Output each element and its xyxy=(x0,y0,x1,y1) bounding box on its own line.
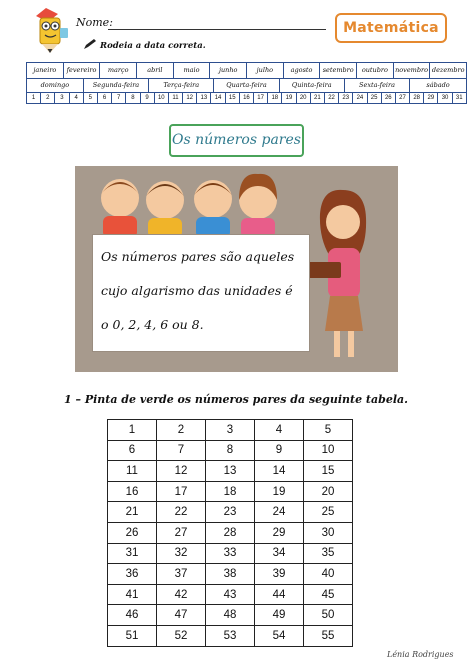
number-cell[interactable]: 49 xyxy=(255,605,304,626)
day-cell-31[interactable]: 31 xyxy=(452,92,467,104)
number-cell[interactable]: 53 xyxy=(206,625,255,646)
day-cell-18[interactable]: 18 xyxy=(267,92,282,104)
day-cell-22[interactable]: 22 xyxy=(324,92,339,104)
month-cell-8[interactable]: agosto xyxy=(283,62,321,79)
number-cell[interactable]: 41 xyxy=(108,584,157,605)
day-cell-12[interactable]: 12 xyxy=(182,92,197,104)
day-cell-3[interactable]: 3 xyxy=(54,92,69,104)
weekday-row xyxy=(26,78,466,92)
weekday-cell-3[interactable]: Terça-feira xyxy=(148,78,214,93)
day-cell-29[interactable]: 29 xyxy=(423,92,438,104)
weekday-cell-5[interactable]: Quinta-feira xyxy=(279,78,345,93)
number-cell[interactable]: 18 xyxy=(206,481,255,502)
number-cell[interactable]: 33 xyxy=(206,543,255,564)
month-cell-3[interactable]: março xyxy=(99,62,137,79)
day-cell-8[interactable]: 8 xyxy=(125,92,140,104)
pencil-icon xyxy=(83,38,97,50)
exercise-question: 1 – Pinta de verde os números pares da seguinte tabela. xyxy=(64,393,408,406)
number-cell[interactable]: 35 xyxy=(304,543,353,564)
table-row xyxy=(108,564,353,585)
day-cell-20[interactable]: 20 xyxy=(296,92,311,104)
number-cell[interactable]: 10 xyxy=(304,440,353,461)
subject-badge: Matemática xyxy=(335,13,447,43)
number-cell[interactable]: 11 xyxy=(108,461,157,482)
number-cell[interactable]: 45 xyxy=(304,584,353,605)
month-cell-2[interactable]: fevereiro xyxy=(63,62,101,79)
number-cell[interactable]: 44 xyxy=(255,584,304,605)
date-instruction: Rodeia a data correta. xyxy=(100,41,206,51)
month-cell-1[interactable]: janeiro xyxy=(26,62,64,79)
definition-line-2: cujo algarismo das unidades é xyxy=(101,283,293,298)
name-input-line[interactable] xyxy=(108,29,326,30)
day-cell-6[interactable]: 6 xyxy=(97,92,112,104)
weekday-cell-2[interactable]: Segunda-feira xyxy=(83,78,149,93)
month-cell-11[interactable]: novembro xyxy=(393,62,431,79)
day-cell-24[interactable]: 24 xyxy=(352,92,367,104)
number-cell[interactable]: 6 xyxy=(108,440,157,461)
table-row xyxy=(108,461,353,482)
table-row xyxy=(108,440,353,461)
number-cell[interactable]: 52 xyxy=(157,625,206,646)
day-cell-10[interactable]: 10 xyxy=(154,92,169,104)
day-cell-16[interactable]: 16 xyxy=(239,92,254,104)
table-row xyxy=(108,420,353,441)
number-cell[interactable]: 20 xyxy=(304,481,353,502)
worksheet-title: Os números pares xyxy=(169,124,304,157)
day-cell-25[interactable]: 25 xyxy=(367,92,382,104)
number-cell[interactable]: 9 xyxy=(255,440,304,461)
number-cell[interactable]: 7 xyxy=(157,440,206,461)
day-cell-4[interactable]: 4 xyxy=(69,92,84,104)
date-calendar xyxy=(26,62,466,103)
number-cell[interactable]: 27 xyxy=(157,522,206,543)
number-cell[interactable]: 29 xyxy=(255,522,304,543)
day-cell-26[interactable]: 26 xyxy=(381,92,396,104)
number-cell[interactable]: 2 xyxy=(157,420,206,441)
number-cell[interactable]: 21 xyxy=(108,502,157,523)
classroom-illustration xyxy=(75,166,398,372)
table-row xyxy=(108,605,353,626)
day-row xyxy=(26,92,466,103)
number-cell[interactable]: 55 xyxy=(304,625,353,646)
weekday-cell-1[interactable]: domingo xyxy=(26,78,84,93)
number-cell[interactable]: 46 xyxy=(108,605,157,626)
weekday-cell-7[interactable]: sábado xyxy=(409,78,467,93)
number-cell[interactable]: 42 xyxy=(157,584,206,605)
month-cell-9[interactable]: setembro xyxy=(319,62,357,79)
definition-board xyxy=(92,234,310,352)
day-cell-1[interactable]: 1 xyxy=(26,92,41,104)
number-cell[interactable]: 40 xyxy=(304,564,353,585)
day-cell-28[interactable]: 28 xyxy=(409,92,424,104)
number-cell[interactable]: 14 xyxy=(255,461,304,482)
day-cell-13[interactable]: 13 xyxy=(196,92,211,104)
definition-line-1: Os números pares são aqueles xyxy=(101,249,295,264)
definition-line-3: o 0, 2, 4, 6 ou 8. xyxy=(101,317,204,332)
month-cell-6[interactable]: junho xyxy=(209,62,247,79)
number-cell[interactable]: 51 xyxy=(108,625,157,646)
day-cell-5[interactable]: 5 xyxy=(83,92,98,104)
day-cell-2[interactable]: 2 xyxy=(40,92,55,104)
table-row xyxy=(108,502,353,523)
month-cell-5[interactable]: maio xyxy=(173,62,211,79)
number-cell[interactable]: 22 xyxy=(157,502,206,523)
number-cell[interactable]: 32 xyxy=(157,543,206,564)
day-cell-15[interactable]: 15 xyxy=(225,92,240,104)
day-cell-27[interactable]: 27 xyxy=(395,92,410,104)
table-row xyxy=(108,481,353,502)
day-cell-9[interactable]: 9 xyxy=(140,92,155,104)
day-cell-23[interactable]: 23 xyxy=(338,92,353,104)
day-cell-17[interactable]: 17 xyxy=(253,92,268,104)
number-cell[interactable]: 48 xyxy=(206,605,255,626)
number-cell[interactable]: 31 xyxy=(108,543,157,564)
number-cell[interactable]: 37 xyxy=(157,564,206,585)
number-cell[interactable]: 1 xyxy=(108,420,157,441)
number-cell[interactable]: 25 xyxy=(304,502,353,523)
number-cell[interactable]: 28 xyxy=(206,522,255,543)
number-cell[interactable]: 15 xyxy=(304,461,353,482)
month-cell-7[interactable]: julho xyxy=(246,62,284,79)
number-cell[interactable]: 36 xyxy=(108,564,157,585)
month-cell-4[interactable]: abril xyxy=(136,62,174,79)
day-cell-21[interactable]: 21 xyxy=(310,92,325,104)
number-cell[interactable]: 47 xyxy=(157,605,206,626)
number-cell[interactable]: 43 xyxy=(206,584,255,605)
table-row xyxy=(108,625,353,646)
number-cell[interactable]: 8 xyxy=(206,440,255,461)
number-cell[interactable]: 23 xyxy=(206,502,255,523)
number-cell[interactable]: 39 xyxy=(255,564,304,585)
number-cell[interactable]: 19 xyxy=(255,481,304,502)
pencil-mascot-icon xyxy=(28,6,72,54)
day-cell-19[interactable]: 19 xyxy=(281,92,296,104)
number-cell[interactable]: 13 xyxy=(206,461,255,482)
name-label: Nome: xyxy=(76,16,113,29)
number-cell[interactable]: 12 xyxy=(157,461,206,482)
number-cell[interactable]: 34 xyxy=(255,543,304,564)
day-cell-14[interactable]: 14 xyxy=(210,92,225,104)
number-cell[interactable]: 54 xyxy=(255,625,304,646)
table-row xyxy=(108,522,353,543)
table-row xyxy=(108,584,353,605)
table-row xyxy=(108,543,353,564)
month-cell-10[interactable]: outubro xyxy=(356,62,394,79)
number-cell[interactable]: 3 xyxy=(206,420,255,441)
number-cell[interactable]: 17 xyxy=(157,481,206,502)
number-cell[interactable]: 30 xyxy=(304,522,353,543)
number-cell[interactable]: 16 xyxy=(108,481,157,502)
weekday-cell-4[interactable]: Quarta-feira xyxy=(213,78,279,93)
month-row xyxy=(26,62,466,78)
day-cell-11[interactable]: 11 xyxy=(168,92,183,104)
weekday-cell-6[interactable]: Sexta-feira xyxy=(344,78,410,93)
number-cell[interactable]: 4 xyxy=(255,420,304,441)
number-table xyxy=(107,419,353,647)
number-cell[interactable]: 5 xyxy=(304,420,353,441)
author-signature: Lénia Rodrigues xyxy=(387,650,454,659)
day-cell-7[interactable]: 7 xyxy=(111,92,126,104)
number-cell[interactable]: 38 xyxy=(206,564,255,585)
number-cell[interactable]: 50 xyxy=(304,605,353,626)
month-cell-12[interactable]: dezembro xyxy=(429,62,467,79)
number-cell[interactable]: 24 xyxy=(255,502,304,523)
day-cell-30[interactable]: 30 xyxy=(437,92,452,104)
number-cell[interactable]: 26 xyxy=(108,522,157,543)
